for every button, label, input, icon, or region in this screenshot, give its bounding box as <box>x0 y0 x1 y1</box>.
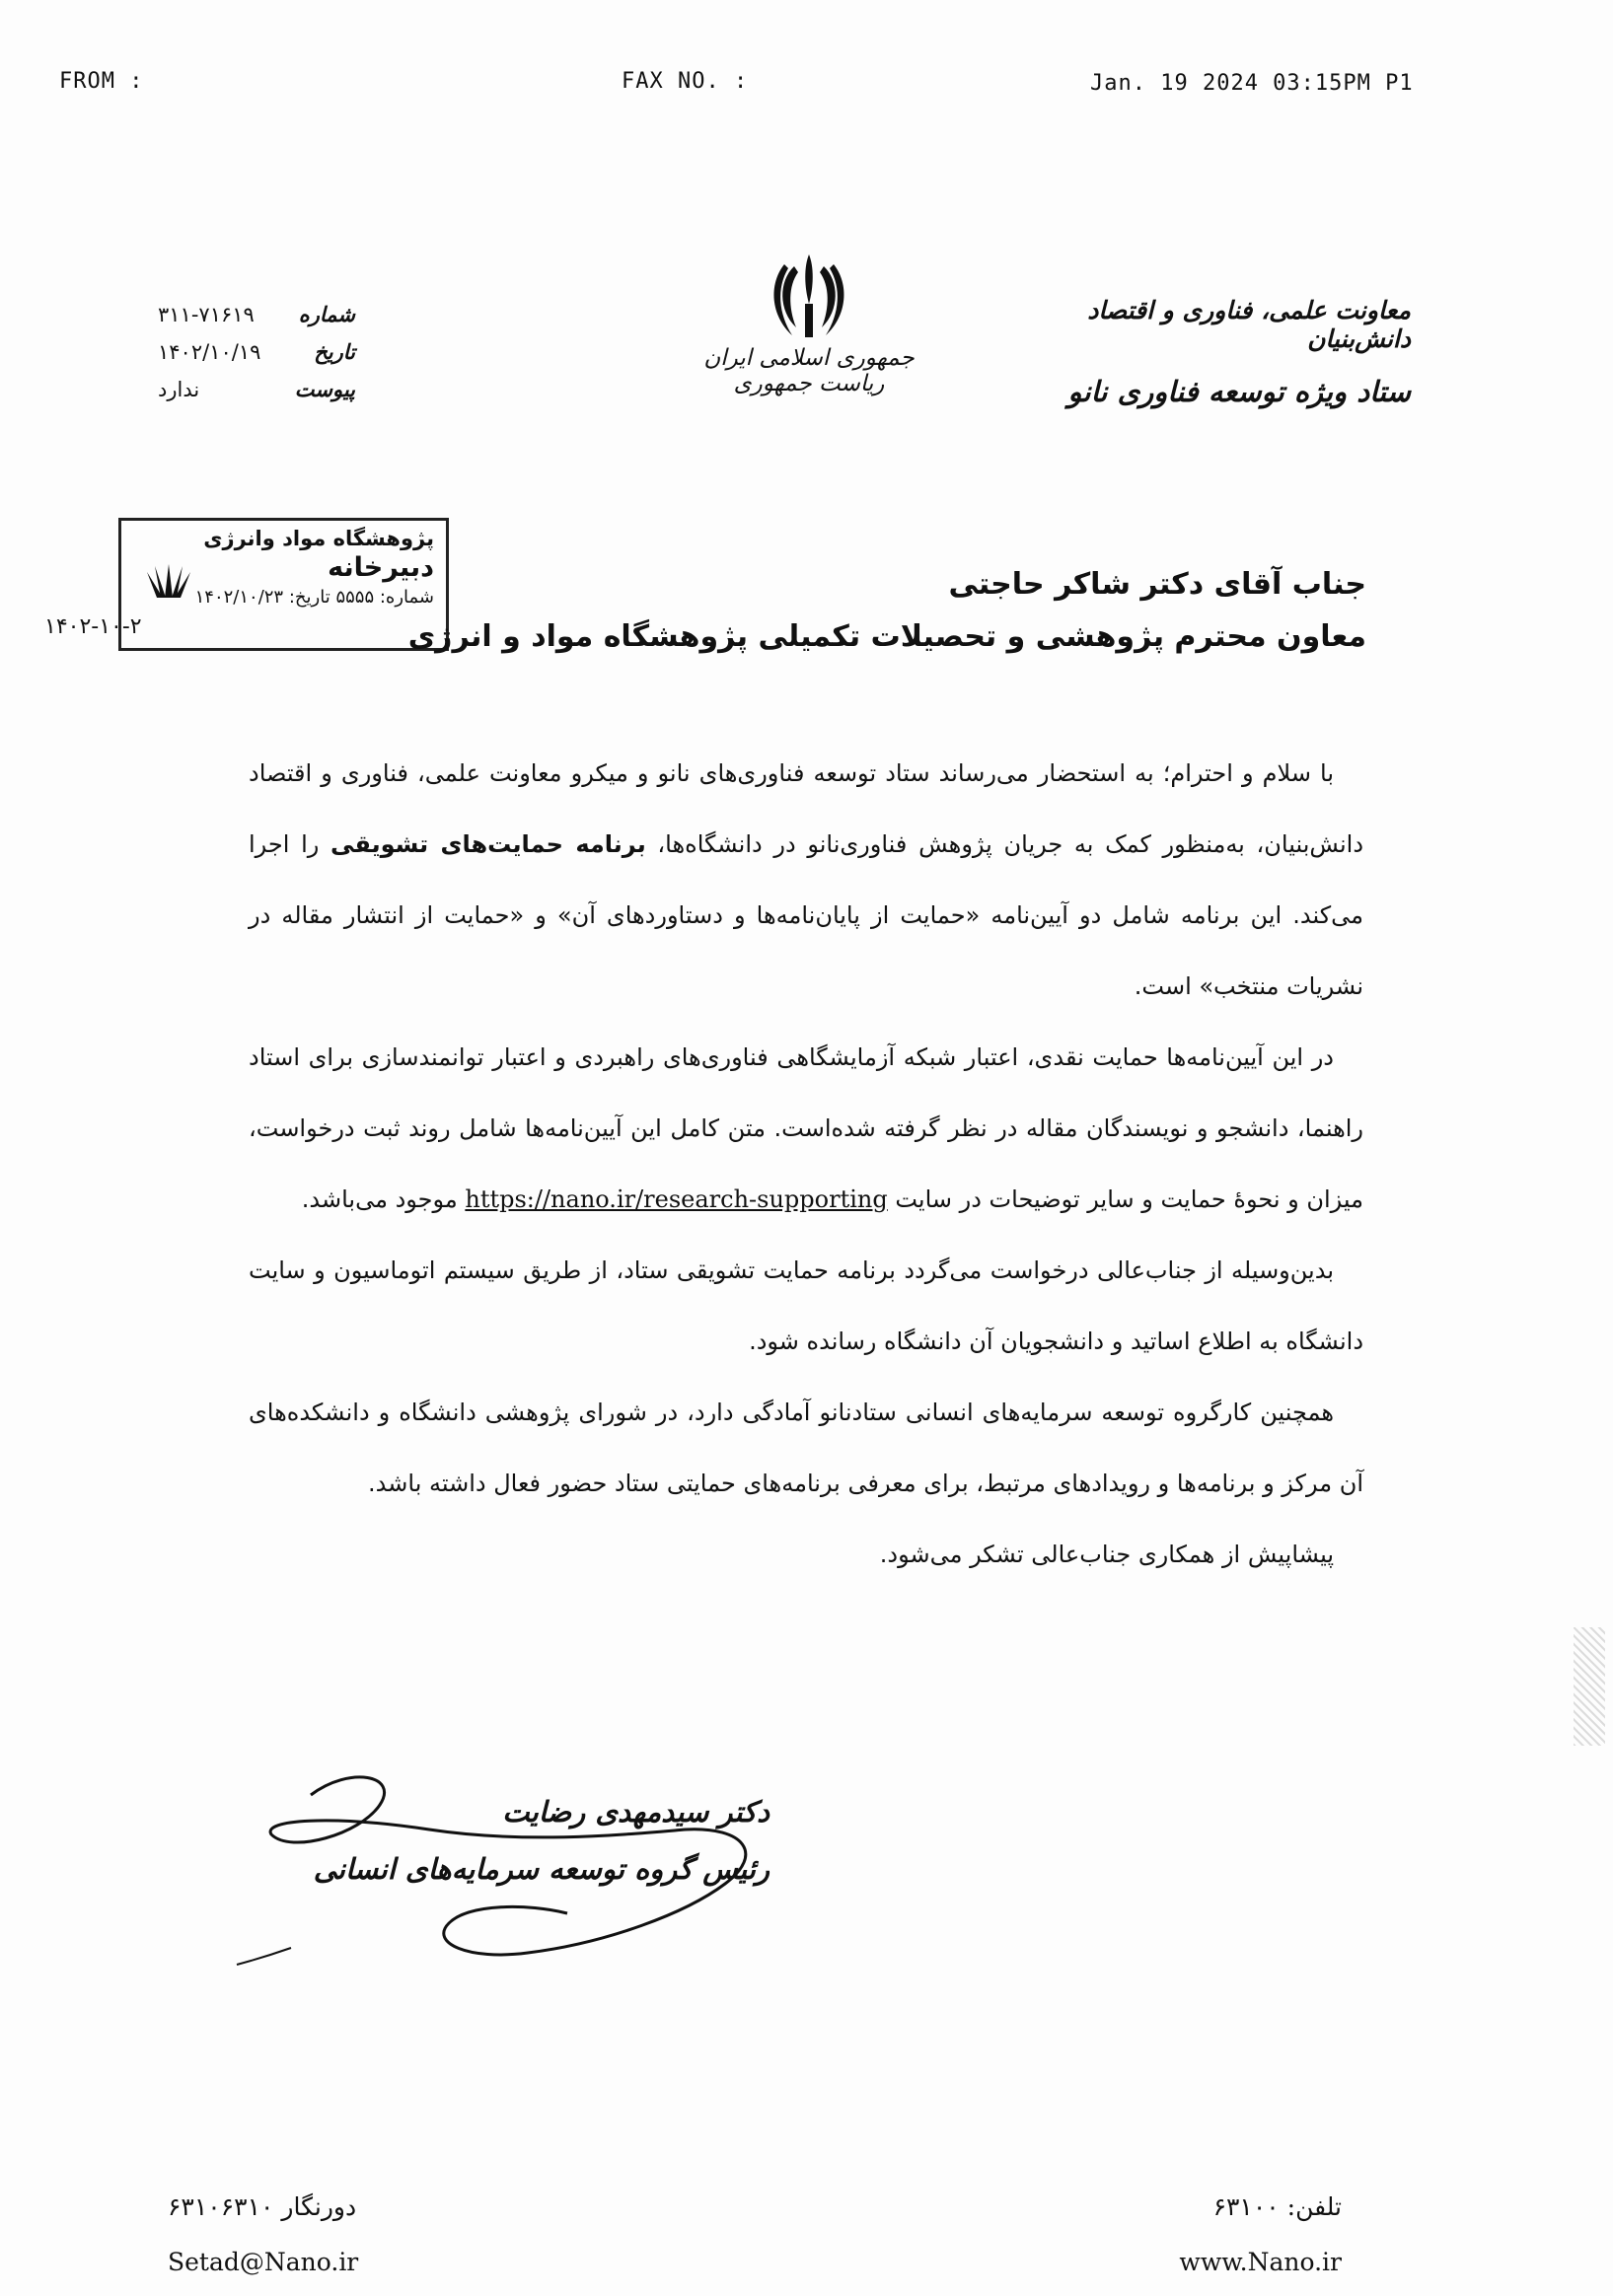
stamp-number-date: شماره: ۵۵۵۵ تاریخ: ۱۴۰۲/۱۰/۲۳ <box>194 587 434 608</box>
stamp-logo-icon <box>139 560 198 602</box>
emblem-presidency-text: ریاست جمهوری <box>733 371 885 396</box>
footer-fax-number: ۶۳۱۰۶۳۱۰ <box>168 2192 274 2221</box>
footer-email[interactable]: Setad@Nano.ir <box>168 2248 359 2276</box>
p1-text-end: را اجرا می‌کند. این برنامه شامل دو آیین‌نامه «حمایت از پایان‌نامه‌ها و دستاوردهای آن» و «حمایت از انتشار مقاله در نشریات منتخب» است. <box>249 830 1363 1000</box>
letter-attachment-row <box>158 371 355 408</box>
stamp-office: دبیرخانه <box>328 552 434 583</box>
footer-left <box>168 2180 464 2290</box>
letter-date-row <box>158 333 355 371</box>
footer-fax-label: دورنگار <box>281 2192 357 2221</box>
p2-text-start: در این آیین‌نامه‌ها حمایت نقدی، اعتبار شبکه آزمایشگاهی فناوری‌های راهبردی و اعتبار توانمندسازی برای استاد راهنما، دانشجو و نویسندگان مقاله در نظر گرفته شده‌است. متن کامل این آیین‌نامه‌ها شامل روند ثبت درخواست، میزان و نحوهٔ حمایت و سایر توضیحات در سایت <box>249 1043 1363 1213</box>
organization-header <box>996 296 1411 408</box>
fax-number-label: FAX NO. : <box>622 69 749 94</box>
organization-line-2: ستاد ویژه توسعه فناوری نانو <box>1067 375 1411 408</box>
body-paragraph-4: همچنین کارگروه توسعه سرمایه‌های انسانی ستادنانو آمادگی دارد، در شورای پژوهشی دانشگاه و دانشکده‌های آن مرکز و برنامه‌ها و رویدادهای مرتبط، برای معرفی برنامه‌های حمایتی ستاد حضور فعال داشته باشد. <box>249 1399 1363 1497</box>
body-paragraph-1 <box>249 738 1363 1022</box>
footer-website[interactable]: www.Nano.ir <box>1179 2248 1342 2276</box>
research-supporting-link[interactable]: https://nano.ir/research-supporting <box>465 1185 888 1213</box>
handwritten-signature-icon <box>232 1736 784 1973</box>
addressee-title: معاون محترم پژوهشی و تحصیلات تکمیلی پژوهشگاه مواد و انرژی <box>407 619 1366 654</box>
body-paragraph-2 <box>249 1022 1363 1235</box>
footer-tel-label: تلفن: <box>1286 2192 1342 2221</box>
letter-date-label: تاریخ <box>314 340 355 364</box>
organization-line-1: معاونت علمی، فناوری و اقتصاد دانش‌بنیان <box>1087 296 1411 353</box>
signatory-title: رئیس گروه توسعه سرمایه‌های انسانی <box>313 1852 770 1886</box>
fax-datetime: Jan. 19 2024 03:15PM P1 <box>1090 71 1414 96</box>
footer-fax <box>168 2180 464 2235</box>
letter-number-value: ۳۱۱-۷۱۶۱۹ <box>158 303 255 326</box>
letter-body <box>249 738 1363 1590</box>
footer-right <box>1105 2180 1342 2290</box>
letter-number-row <box>158 296 355 333</box>
closing-line: پیشاپیش از همکاری جناب‌عالی تشکر می‌شود. <box>879 1541 1334 1568</box>
p2-text-end: موجود می‌باشد. <box>301 1185 466 1213</box>
emblem-block <box>691 247 927 396</box>
signatory-name: دکتر سیدمهدی رضایت <box>502 1795 770 1829</box>
p1-text-start: با سلام و احترام؛ به استحضار می‌رساند ستاد توسعه فناوری‌های نانو و میکرو معاونت علمی، فناوری و اقتصاد دانش‌بنیان، به‌منظور کمک به جریان پژوهش فناوری‌نانو در دانشگاه‌ها، <box>249 759 1364 858</box>
letter-number-label: شماره <box>298 303 355 326</box>
letter-attachment-value: ندارد <box>158 378 200 401</box>
letter-date-value: ۱۴۰۲/۱۰/۱۹ <box>158 340 261 364</box>
p1-program-name: برنامه حمایت‌های تشویقی <box>330 830 646 858</box>
addressee-name: جناب آقای دکتر شاکر حاجتی <box>948 567 1366 602</box>
letter-attachment-label: پیوست <box>294 378 355 401</box>
stamp-side-note: ۱۴۰۲-۱۰-۲ <box>44 614 142 639</box>
iran-emblem-icon <box>765 247 853 345</box>
letter-meta <box>158 296 355 408</box>
addressee-block <box>380 567 1366 654</box>
scan-noise <box>1574 1627 1605 1746</box>
signature-block <box>232 1795 770 1886</box>
emblem-country-text: جمهوری اسلامی ایران <box>703 345 915 371</box>
footer-tel-number: ۶۳۱۰۰ <box>1212 2192 1280 2221</box>
stamp-institute: پژوهشگاه مواد وانرژی <box>203 527 434 550</box>
body-paragraph-3: بدین‌وسیله از جناب‌عالی درخواست می‌گردد برنامه حمایت تشویقی ستاد، از طریق سیستم اتوماسیون و سایت دانشگاه به اطلاع اساتید و دانشجویان آن دانشگاه رسانده شود. <box>249 1256 1363 1355</box>
fax-from-label: FROM : <box>59 69 144 94</box>
footer-tel <box>1105 2180 1342 2235</box>
